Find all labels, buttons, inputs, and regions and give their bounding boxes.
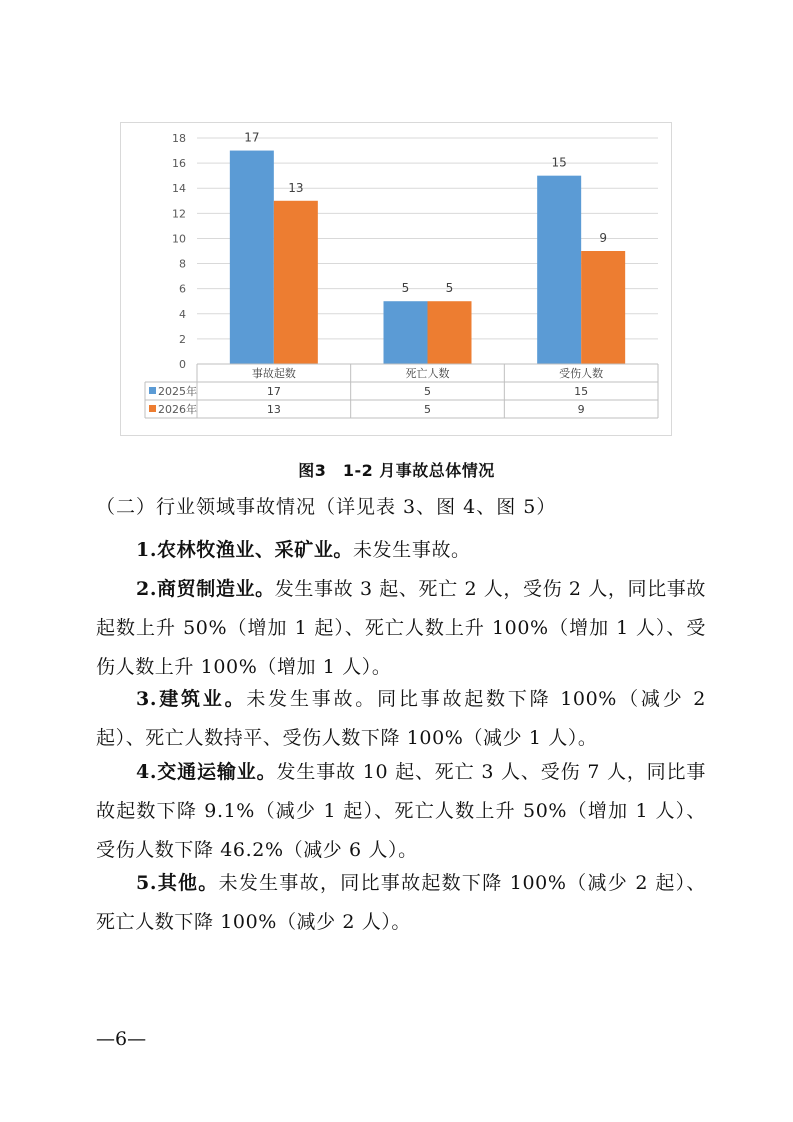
paragraph-3 <box>96 680 706 758</box>
figure-caption: 图3 1-2 月事故总体情况 <box>298 461 495 480</box>
y-tick-label-1: 2 <box>179 332 186 346</box>
paragraph-2 <box>96 570 706 687</box>
y-tick-label-7: 14 <box>172 182 186 196</box>
x-category-label-1: 事故起数 <box>251 367 296 380</box>
bar-2025-3 <box>537 176 581 364</box>
table-cell-2026-3: 9 <box>577 403 585 416</box>
bar-2025-2 <box>384 301 428 364</box>
paragraph-4-body: 发生事故 10 起、死亡 3 人、受伤 7 人，同比事故起数下降 9.1%（减少 1 起）、死亡人数上升 50%（增加 1 人）、受伤人数下降 46.2%（减少 6 人）。 <box>96 761 706 861</box>
y-tick-label-2: 4 <box>179 307 186 321</box>
paragraph-4 <box>96 753 706 870</box>
y-tick-label-3: 6 <box>179 282 186 296</box>
paragraph-4-title: 4.交通运输业。 <box>136 761 277 783</box>
paragraph-3-body: 未发生事故。同比事故起数下降 100%（减少 2 起）、死亡人数持平、受伤人数下降 100%（减少 1 人）。 <box>96 688 706 749</box>
x-category-label-3: 受伤人数 <box>559 367 604 380</box>
table-cell-2026-2: 5 <box>424 403 431 416</box>
data-label-2025-2: 5 <box>401 281 410 296</box>
paragraph-5-title: 5.其他。 <box>136 872 219 894</box>
data-label-2025-1: 17 <box>244 130 260 145</box>
bar-2025-1 <box>230 151 274 364</box>
y-tick-label-4: 8 <box>179 257 186 271</box>
y-tick-label-0: 0 <box>179 358 186 371</box>
table-cell-2025-1: 17 <box>266 385 281 398</box>
legend-label-2025: 2025年 <box>158 385 197 398</box>
bar-2026-3 <box>581 251 625 364</box>
bar-2026-2 <box>428 301 472 364</box>
data-label-2026-2: 5 <box>445 281 454 296</box>
paragraph-2-title: 2.商贸制造业。 <box>136 578 275 600</box>
table-cell-2025-2: 5 <box>424 385 431 398</box>
y-tick-label-5: 10 <box>172 232 186 246</box>
page-number: —6— <box>96 1028 147 1050</box>
y-tick-label-6: 12 <box>172 207 186 221</box>
section-heading: （二）行业领域事故情况（详见表 3、图 4、图 5） <box>96 496 557 518</box>
legend-label-2026: 2026年 <box>158 403 197 416</box>
paragraph-3-title: 3.建筑业。 <box>136 688 247 710</box>
paragraph-5-body: 未发生事故，同比事故起数下降 100%（减少 2 起）、死亡人数下降 100%（减少 2 人）。 <box>96 872 707 933</box>
data-label-2026-3: 9 <box>599 231 607 245</box>
table-cell-2026-1: 13 <box>266 403 281 416</box>
paragraph-1-title: 1.农林牧渔业、采矿业。 <box>136 539 354 561</box>
y-tick-label-9: 18 <box>172 132 186 145</box>
paragraph-5 <box>96 864 706 942</box>
data-label-2025-3: 15 <box>551 155 567 170</box>
paragraph-1-body: 未发生事故。 <box>353 539 471 561</box>
bar-chart-svg <box>121 123 673 437</box>
table-cell-2025-3: 15 <box>574 385 589 398</box>
bar-2026-1 <box>274 201 318 364</box>
y-tick-label-8: 16 <box>172 157 186 171</box>
legend-swatch-2026 <box>149 405 156 412</box>
paragraph-1 <box>96 531 706 570</box>
paragraph-2-body: 发生事故 3 起、死亡 2 人，受伤 2 人，同比事故起数上升 50%（增加 1 起）、死亡人数上升 100%（增加 1 人）、受伤人数上升 100%（增加 1 人）。 <box>96 578 706 678</box>
x-category-label-2: 死亡人数 <box>405 367 450 380</box>
accident-chart <box>120 122 672 436</box>
data-label-2026-1: 13 <box>288 180 304 195</box>
legend-swatch-2025 <box>149 387 156 394</box>
